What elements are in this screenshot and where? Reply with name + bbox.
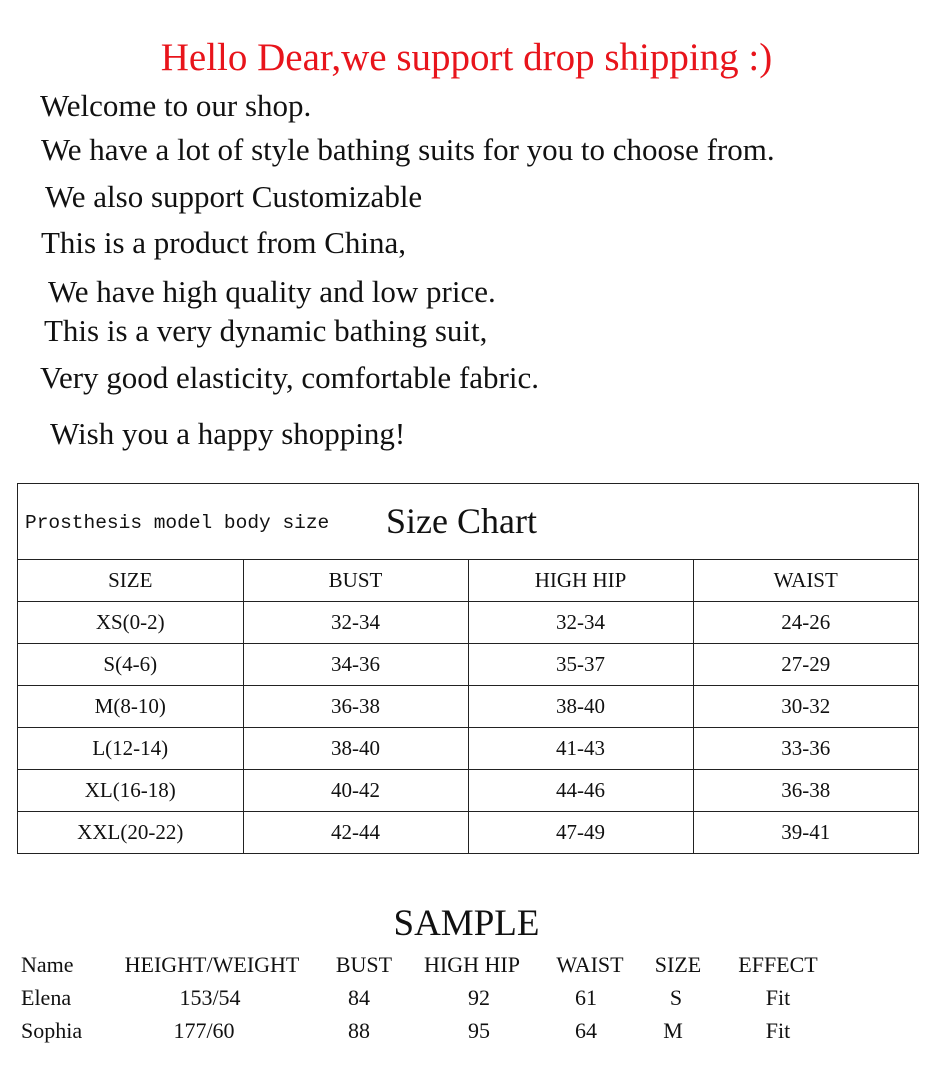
high-hip-cell: 35-37 bbox=[468, 644, 693, 686]
column-header-waist: WAIST bbox=[693, 560, 918, 602]
sample-size: M bbox=[663, 1018, 683, 1043]
sample-effect: Fit bbox=[765, 985, 791, 1010]
high-hip-cell: 32-34 bbox=[468, 602, 693, 644]
table-row bbox=[18, 644, 918, 686]
column-header-size: SIZE bbox=[18, 560, 243, 602]
high-hip-cell: 47-49 bbox=[468, 812, 693, 854]
bust-cell: 34-36 bbox=[243, 644, 468, 686]
sample-height-weight: 153/54 bbox=[179, 985, 241, 1010]
sample-waist: 64 bbox=[575, 1018, 597, 1043]
intro-welcome: Welcome to our shop. bbox=[40, 88, 312, 123]
bust-cell: 40-42 bbox=[243, 770, 468, 812]
bust-cell: 32-34 bbox=[243, 602, 468, 644]
sample-header-bust: BUST bbox=[335, 952, 393, 977]
sample-high-hip: 95 bbox=[468, 1018, 490, 1043]
sample-height-weight: 177/60 bbox=[173, 1018, 235, 1043]
high-hip-cell: 38-40 bbox=[468, 686, 693, 728]
size-cell: XS(0-2) bbox=[18, 602, 243, 644]
table-row bbox=[18, 770, 918, 812]
size-chart-title: Size Chart bbox=[386, 501, 537, 541]
bust-cell: 36-38 bbox=[243, 686, 468, 728]
sample-bust: 88 bbox=[348, 1018, 370, 1043]
table-row bbox=[18, 686, 918, 728]
sample-high-hip: 92 bbox=[468, 985, 490, 1010]
high-hip-cell: 44-46 bbox=[468, 770, 693, 812]
sample-effect: Fit bbox=[765, 1018, 791, 1043]
size-chart bbox=[17, 483, 919, 854]
sample-header-high-hip: HIGH HIP bbox=[424, 952, 520, 977]
sample-bust: 84 bbox=[348, 985, 370, 1010]
sample-row bbox=[0, 1014, 933, 1047]
size-chart-subtitle: Prosthesis model body size bbox=[25, 512, 330, 534]
sample-header-height-weight: HEIGHT/WEIGHT bbox=[124, 952, 300, 977]
waist-cell: 30-32 bbox=[693, 686, 918, 728]
sample-name: Sophia bbox=[21, 1018, 83, 1043]
intro-quality: We have high quality and low price. bbox=[48, 274, 496, 309]
size-chart-header bbox=[18, 484, 918, 560]
intro-fabric: Very good elasticity, comfortable fabric. bbox=[40, 360, 539, 395]
headline: Hello Dear,we support drop shipping :) bbox=[160, 36, 773, 79]
column-header-bust: BUST bbox=[243, 560, 468, 602]
size-cell: L(12-14) bbox=[18, 728, 243, 770]
sample-row bbox=[0, 981, 933, 1014]
sample-name: Elena bbox=[21, 985, 72, 1010]
size-cell: S(4-6) bbox=[18, 644, 243, 686]
intro-styles: We have a lot of style bathing suits for you to choose from. bbox=[41, 132, 775, 167]
sample-header-size: SIZE bbox=[654, 952, 702, 977]
intro-dynamic: This is a very dynamic bathing suit, bbox=[44, 313, 488, 348]
table-row bbox=[18, 728, 918, 770]
waist-cell: 27-29 bbox=[693, 644, 918, 686]
waist-cell: 33-36 bbox=[693, 728, 918, 770]
sample-waist: 61 bbox=[575, 985, 597, 1010]
high-hip-cell: 41-43 bbox=[468, 728, 693, 770]
waist-cell: 24-26 bbox=[693, 602, 918, 644]
size-cell: XXL(20-22) bbox=[18, 812, 243, 854]
table-row bbox=[18, 602, 918, 644]
sample-header-effect: EFFECT bbox=[738, 952, 818, 977]
intro-customizable: We also support Customizable bbox=[45, 179, 423, 214]
waist-cell: 36-38 bbox=[693, 770, 918, 812]
column-header-high-hip: HIGH HIP bbox=[468, 560, 693, 602]
waist-cell: 39-41 bbox=[781, 820, 831, 844]
sample-header-waist: WAIST bbox=[556, 952, 624, 977]
size-cell: M(8-10) bbox=[18, 686, 243, 728]
sample-header-name: Name bbox=[21, 952, 74, 977]
bust-cell: 42-44 bbox=[243, 812, 468, 854]
intro-origin: This is a product from China, bbox=[41, 225, 407, 260]
bust-cell: 38-40 bbox=[243, 728, 468, 770]
size-cell: XL(16-18) bbox=[18, 770, 243, 812]
size-chart-table bbox=[18, 560, 918, 853]
intro-wish: Wish you a happy shopping! bbox=[50, 416, 406, 451]
table-row bbox=[18, 812, 918, 854]
size-chart-header-row bbox=[18, 560, 918, 602]
sample-size: S bbox=[669, 985, 683, 1010]
sample-header-row bbox=[0, 948, 933, 981]
sample-title: SAMPLE bbox=[393, 903, 540, 944]
